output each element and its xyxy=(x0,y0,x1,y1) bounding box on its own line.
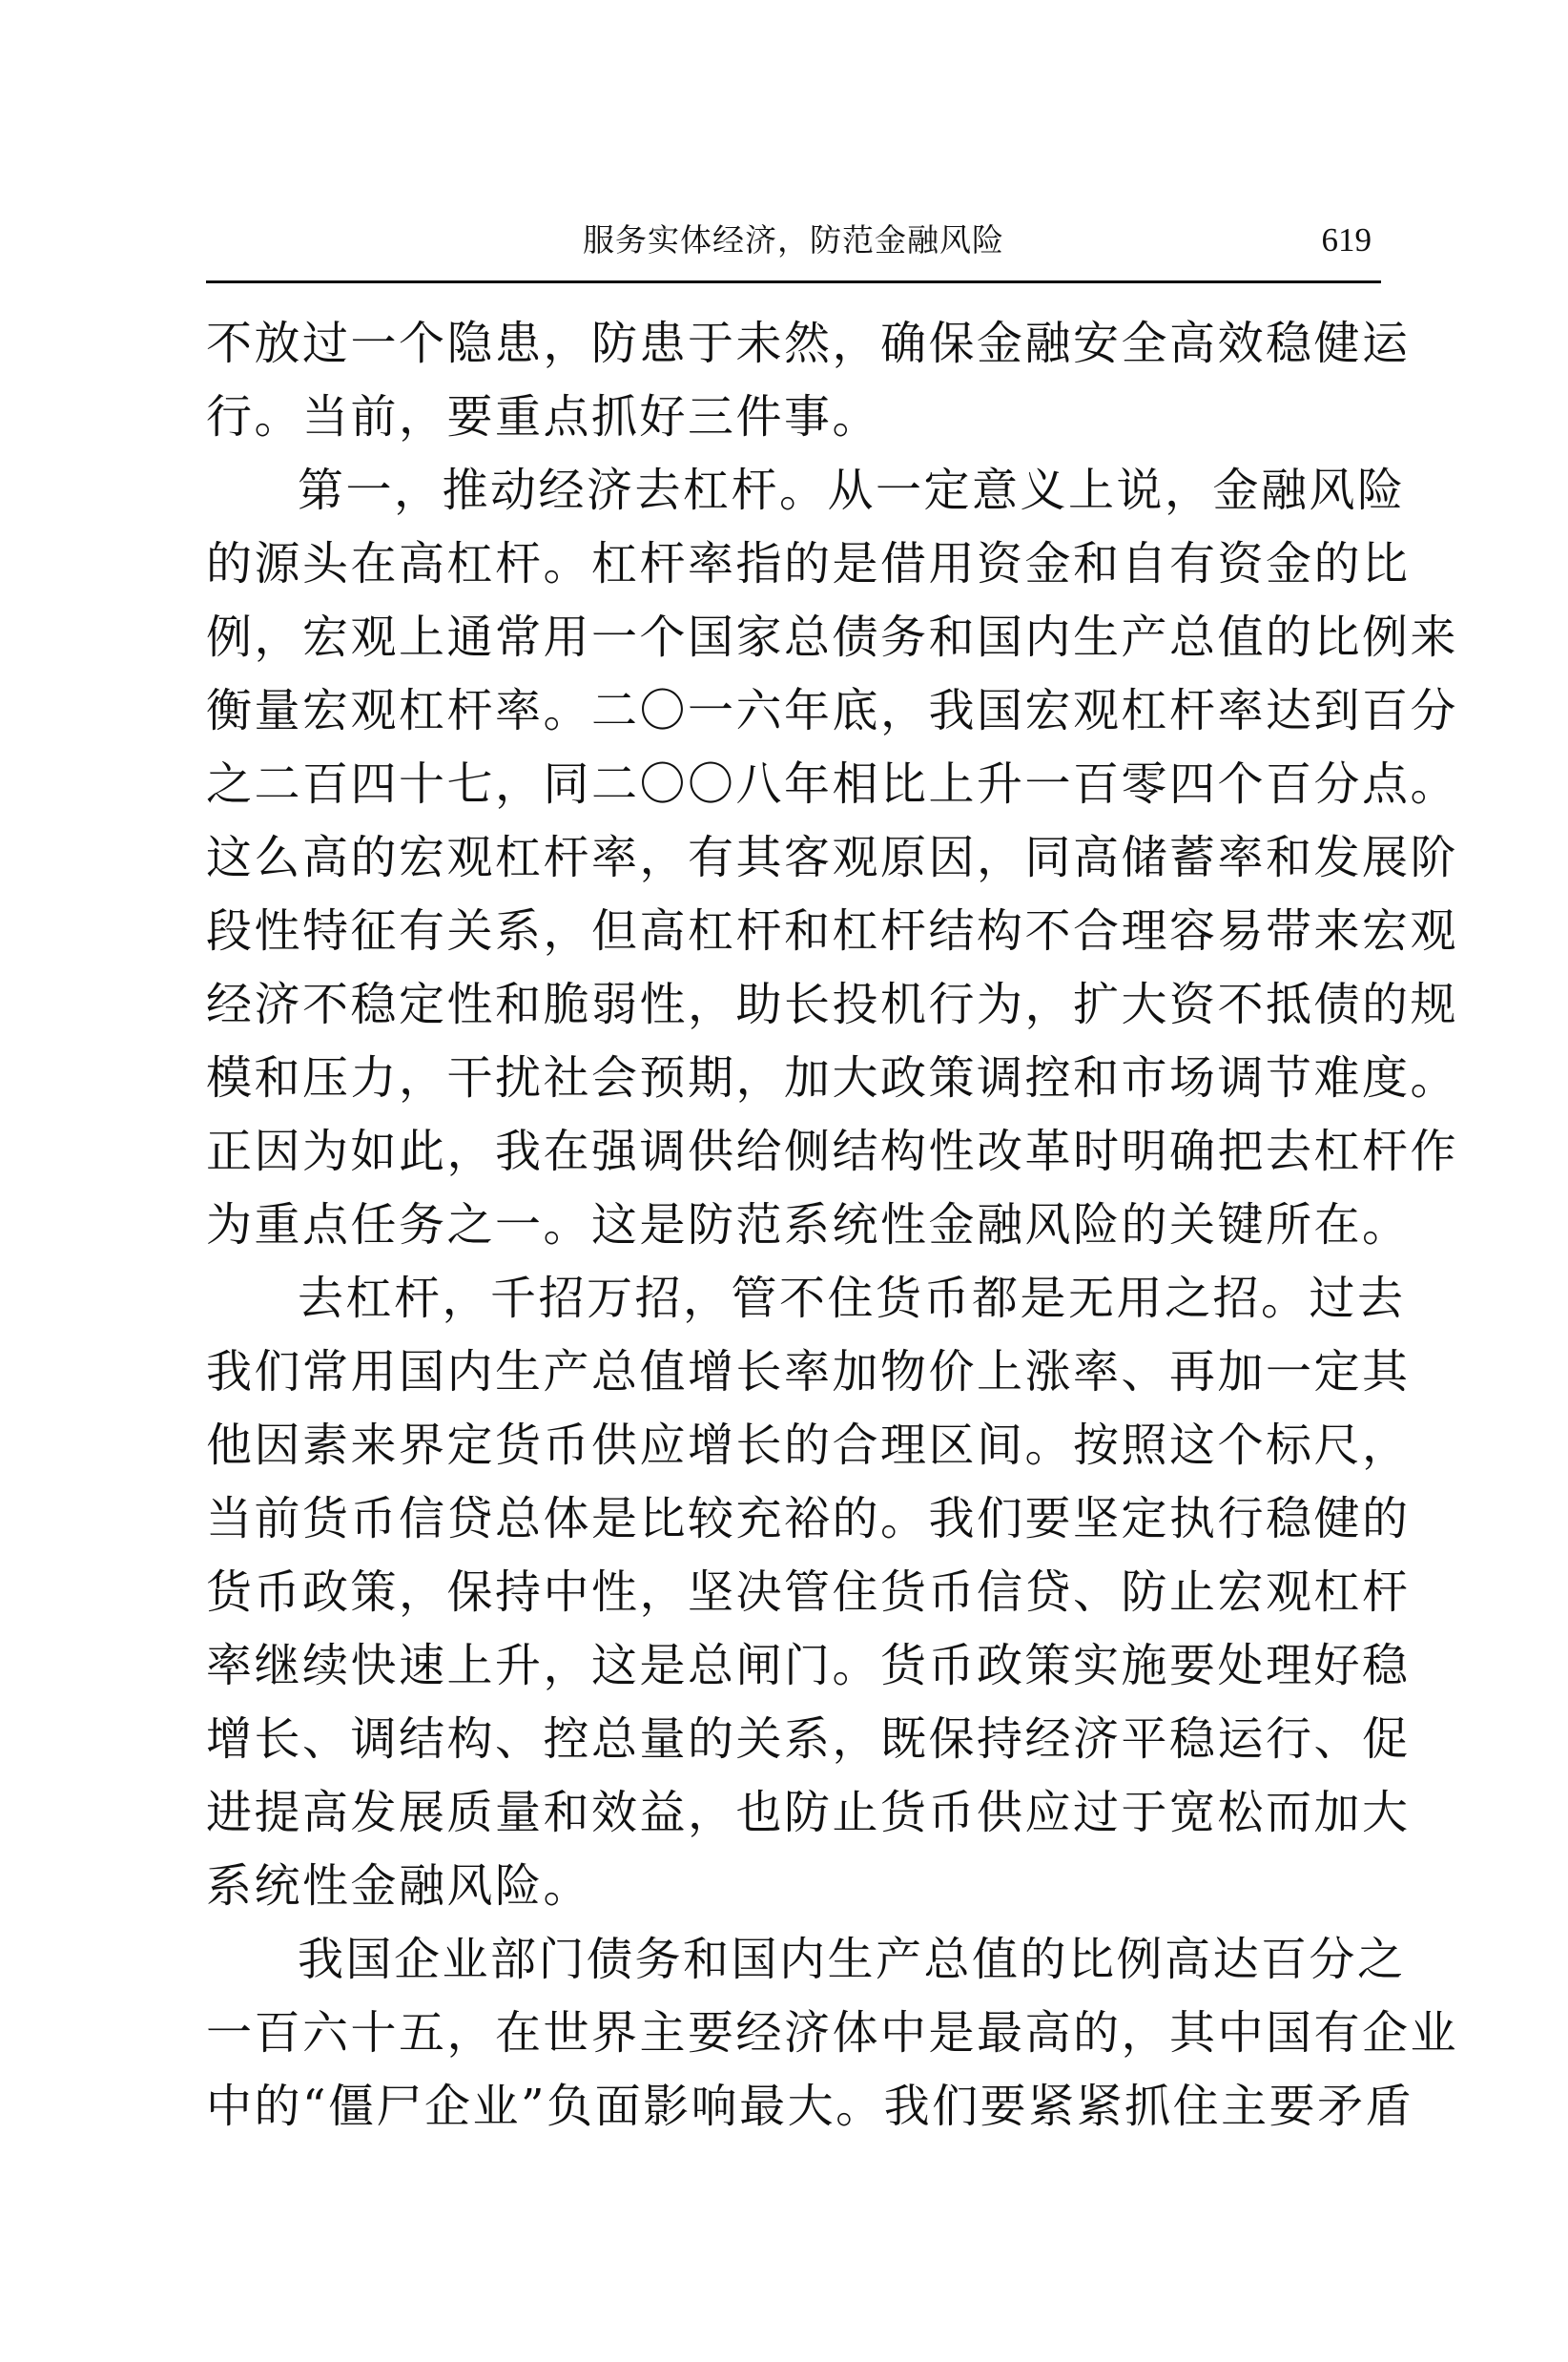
text-line: 不放过一个隐患，防患于未然，确保金融安全高效稳健运 xyxy=(206,317,1411,370)
text-line: 进提高发展质量和效益，也防止货币供应过于宽松而加大 xyxy=(206,1786,1411,1839)
text-line: 这么高的宏观杠杆率，有其客观原因，同高储蓄率和发展阶 xyxy=(206,831,1459,884)
text-line: 衡量宏观杠杆率。二〇一六年底，我国宏观杠杆率达到百分 xyxy=(206,684,1459,737)
running-header xyxy=(206,212,1381,269)
text-line: 之二百四十七，同二〇〇八年相比上升一百零四个百分点。 xyxy=(206,757,1459,811)
header-rule xyxy=(206,280,1381,283)
text-line: 他因素来界定货币供应增长的合理区间。按照这个标尺， xyxy=(206,1419,1411,1472)
text-line: 段性特征有关系，但高杠杆和杠杆结构不合理容易带来宏观 xyxy=(206,904,1459,958)
text-line: 一百六十五，在世界主要经济体中是最高的，其中国有企业 xyxy=(206,2006,1459,2060)
text-line: 例，宏观上通常用一个国家总债务和国内生产总值的比例来 xyxy=(206,611,1459,664)
text-line: 模和压力，干扰社会预期，加大政策调控和市场调节难度。 xyxy=(206,1051,1459,1105)
body-text xyxy=(206,307,1459,2144)
text-line: 为重点任务之一。这是防范系统性金融风险的关键所在。 xyxy=(206,1198,1411,1252)
text-line: 增长、调结构、控总量的关系，既保持经济平稳运行、促 xyxy=(206,1712,1411,1766)
paragraph-first-line: 第一，推动经济去杠杆。从一定意义上说，金融风险 xyxy=(298,464,1406,517)
page-number: 619 xyxy=(1321,221,1372,259)
text-line: 的源头在高杠杆。杠杆率指的是借用资金和自有资金的比 xyxy=(206,537,1411,590)
text-line: 中的“僵尸企业”负面影响最大。我们要紧紧抓住主要矛盾 xyxy=(206,2080,1414,2133)
text-line: 经济不稳定性和脆弱性，助长投机行为，扩大资不抵债的规 xyxy=(206,978,1459,1031)
paragraph-first-line: 我国企业部门债务和国内生产总值的比例高达百分之 xyxy=(298,1933,1406,1986)
text-line: 我们常用国内生产总值增长率加物价上涨率、再加一定其 xyxy=(206,1345,1411,1399)
text-line: 行。当前，要重点抓好三件事。 xyxy=(206,390,881,444)
text-line: 货币政策，保持中性，坚决管住货币信贷、防止宏观杠杆 xyxy=(206,1565,1411,1619)
text-line: 系统性金融风险。 xyxy=(206,1859,592,1913)
text-line: 率继续快速上升，这是总闸门。货币政策实施要处理好稳 xyxy=(206,1639,1411,1692)
text-line: 正因为如此，我在强调供给侧结构性改革时明确把去杠杆作 xyxy=(206,1125,1459,1178)
running-title: 服务实体经济，防范金融风险 xyxy=(583,221,1004,259)
paragraph-first-line: 去杠杆，千招万招，管不住货币都是无用之招。过去 xyxy=(298,1272,1406,1325)
text-line: 当前货币信贷总体是比较充裕的。我们要坚定执行稳健的 xyxy=(206,1492,1411,1545)
